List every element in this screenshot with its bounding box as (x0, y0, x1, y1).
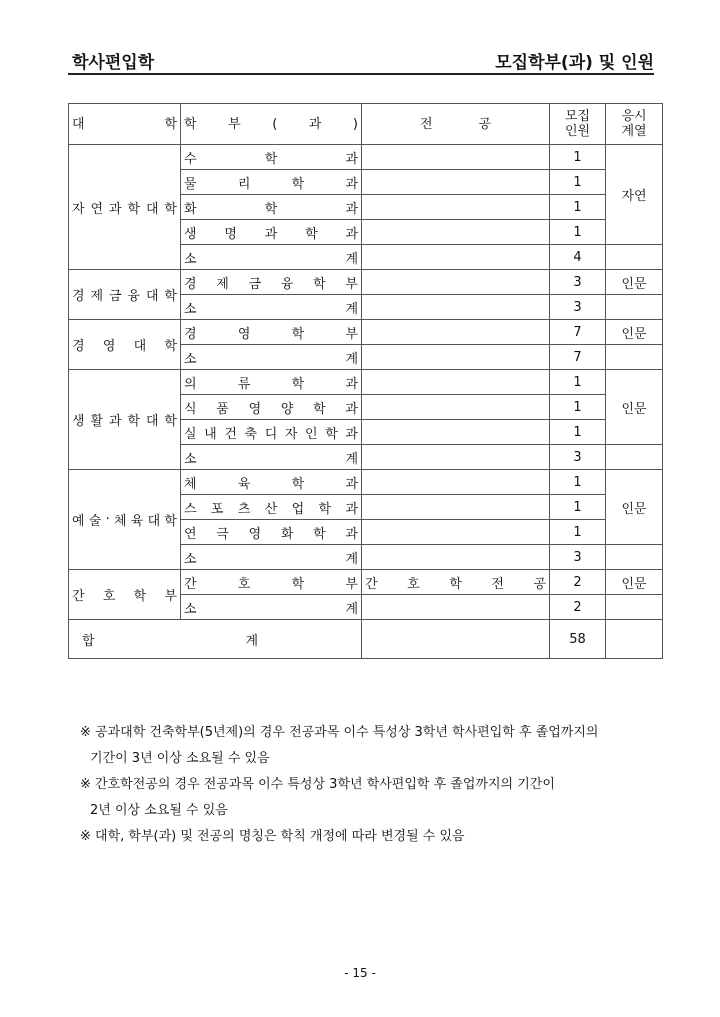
subtotal-quota: 3 (550, 445, 606, 470)
page-number: - 15 - (344, 966, 376, 980)
subtotal-quota: 3 (550, 295, 606, 320)
quota-cell: 1 (550, 420, 606, 445)
dept-cell: 식 품 영 양 학 과 (181, 395, 362, 420)
dept-cell: 수 학 과 (181, 145, 362, 170)
major-cell (362, 220, 550, 245)
track-cell: 인문 (606, 320, 663, 345)
table-row (69, 270, 663, 295)
dept-cell: 물 리 학 과 (181, 170, 362, 195)
quota-cell: 1 (550, 495, 606, 520)
subtotal-quota: 7 (550, 345, 606, 370)
track-cell: 인문 (606, 470, 663, 545)
major-cell (362, 495, 550, 520)
quota-cell: 7 (550, 320, 606, 345)
major-cell (362, 345, 550, 370)
major-cell (362, 420, 550, 445)
major-cell (362, 470, 550, 495)
table-header-row (69, 104, 663, 145)
major-cell (362, 295, 550, 320)
subtotal-label: 소 계 (181, 295, 362, 320)
major-cell: 간 호 학 전 공 (362, 570, 550, 595)
dept-cell: 화 학 과 (181, 195, 362, 220)
college-cell: 생 활 과 학 대 학 (69, 370, 181, 470)
col-header-dept: 학 부 ( 과 ) (181, 104, 362, 145)
page-header (68, 46, 654, 75)
table-row (69, 370, 663, 395)
major-cell (362, 395, 550, 420)
section-title: 학사편입학 (72, 53, 155, 73)
col-header-college: 대 학 (69, 104, 181, 145)
subtotal-label: 소 계 (181, 345, 362, 370)
major-cell (362, 520, 550, 545)
total-row (69, 620, 663, 659)
col-header-quota: 모집 인원 (550, 104, 606, 145)
major-cell (362, 320, 550, 345)
subtotal-quota: 3 (550, 545, 606, 570)
quota-cell: 1 (550, 195, 606, 220)
col-header-track: 응시 계열 (606, 104, 663, 145)
dept-cell: 체 육 학 과 (181, 470, 362, 495)
total-major-empty (362, 620, 550, 659)
track-cell: 자연 (606, 145, 663, 245)
section-subtitle: 모집학부(과) 및 인원 (495, 53, 654, 73)
major-cell (362, 595, 550, 620)
subtotal-label: 소 계 (181, 445, 362, 470)
total-track-empty (606, 620, 663, 659)
total-label: 합 계 (69, 620, 362, 659)
quota-cell: 1 (550, 470, 606, 495)
table-row (69, 145, 663, 170)
track-empty-cell (606, 245, 663, 270)
track-empty-cell (606, 595, 663, 620)
dept-cell: 경 영 학 부 (181, 320, 362, 345)
note-item: ※ 간호학전공의 경우 전공과목 이수 특성상 3학년 학사편입학 후 졸업까지의 기간이 2년 이상 소요될 수 있음 (80, 777, 555, 818)
college-cell: 자 연 과 학 대 학 (69, 145, 181, 270)
college-cell: 경 영 대 학 (69, 320, 181, 370)
quota-cell: 1 (550, 370, 606, 395)
major-cell (362, 370, 550, 395)
major-cell (362, 545, 550, 570)
dept-cell: 생 명 과 학 과 (181, 220, 362, 245)
track-cell: 인문 (606, 570, 663, 595)
track-empty-cell (606, 445, 663, 470)
note-item: ※ 공과대학 건축학부(5년제)의 경우 전공과목 이수 특성상 3학년 학사편입학 후 졸업까지의 기간이 3년 이상 소요될 수 있음 (80, 725, 599, 766)
quota-cell: 1 (550, 170, 606, 195)
table-row (69, 570, 663, 595)
track-empty-cell (606, 345, 663, 370)
major-cell (362, 445, 550, 470)
dept-cell: 경 제 금 융 학 부 (181, 270, 362, 295)
dept-cell: 스 포 츠 산 업 학 과 (181, 495, 362, 520)
quota-cell: 1 (550, 145, 606, 170)
college-cell: 간 호 학 부 (69, 570, 181, 620)
dept-cell: 실 내 건 축 디 자 인 학 과 (181, 420, 362, 445)
track-cell: 인문 (606, 270, 663, 295)
track-empty-cell (606, 295, 663, 320)
quota-cell: 1 (550, 520, 606, 545)
track-cell: 인문 (606, 370, 663, 445)
major-cell (362, 245, 550, 270)
track-empty-cell (606, 545, 663, 570)
note-item: ※ 대학, 학부(과) 및 전공의 명칭은 학칙 개정에 따라 변경될 수 있음 (80, 829, 465, 844)
table-body (69, 145, 663, 659)
quota-table (68, 103, 663, 659)
major-cell (362, 170, 550, 195)
quota-cell: 2 (550, 570, 606, 595)
subtotal-quota: 2 (550, 595, 606, 620)
dept-cell: 의 류 학 과 (181, 370, 362, 395)
table-row (69, 470, 663, 495)
subtotal-label: 소 계 (181, 595, 362, 620)
col-header-major: 전 공 (362, 104, 550, 145)
college-cell: 경 제 금 융 대 학 (69, 270, 181, 320)
major-cell (362, 195, 550, 220)
subtotal-label: 소 계 (181, 545, 362, 570)
table-row (69, 320, 663, 345)
quota-cell: 3 (550, 270, 606, 295)
dept-cell: 연 극 영 화 학 과 (181, 520, 362, 545)
quota-cell: 1 (550, 395, 606, 420)
major-cell (362, 270, 550, 295)
major-cell (362, 145, 550, 170)
dept-cell: 간 호 학 부 (181, 570, 362, 595)
college-cell: 예 술 · 체 육 대 학 (69, 470, 181, 570)
notes (80, 720, 680, 850)
total-quota: 58 (550, 620, 606, 659)
subtotal-label: 소 계 (181, 245, 362, 270)
quota-cell: 1 (550, 220, 606, 245)
subtotal-quota: 4 (550, 245, 606, 270)
